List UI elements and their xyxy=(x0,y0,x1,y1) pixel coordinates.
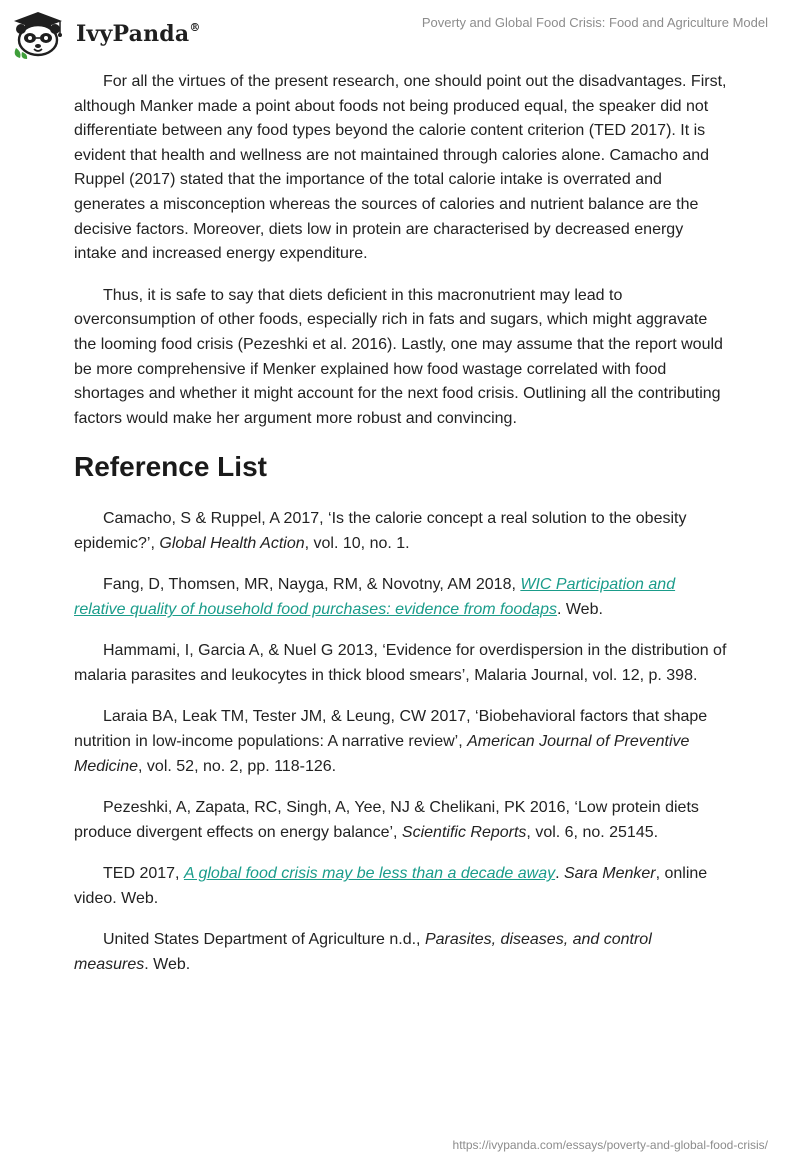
panda-mascot-icon xyxy=(10,8,72,60)
reference-item: TED 2017, A global food crisis may be less than a decade away. Sara Menker, online video. Web. xyxy=(74,865,708,908)
body-paragraph-2: Thus, it is safe to say that diets deficient in this macronutrient may lead to overconsumption of other foods, especially rich in fats and sugars, which might aggravate the looming food crisis (Pezeshki et al. 2016). Lastly, one may assume that the report would be more comprehensive if Menker explained how food wastage correlated with food shortages and whether it might account for the next food crisis. Outlining all the contributing factors would make her argument more robust and convincing. xyxy=(74,286,723,427)
reference-item: Pezeshki, A, Zapata, RC, Singh, A, Yee, NJ & Chelikani, PK 2016, ‘Low protein diets produce divergent effects on energy balance’, Scientific Reports, vol. 6, no. 25145. xyxy=(74,799,699,842)
reference-link[interactable]: A global food crisis may be less than a decade away xyxy=(183,865,556,883)
source-url[interactable]: https://ivypanda.com/essays/poverty-and-global-food-crisis/ xyxy=(452,1138,768,1152)
body-paragraph-1: For all the virtues of the present research, one should point out the disadvantages. First, although Manker made a point about foods not being produced equal, the speaker did not differentiate between any food types beyond the calorie content criterion (TED 2017). It is evident that health and wellness are not maintained through calories alone. Camacho and Ruppel (2017) stated that the importance of the total calorie intake is overrated and generates a misconception whereas the sources of calories and nutrient balance are the decisive factors. Moreover, diets low in protein are characterised by decreased energy intake and increased energy expenditure. xyxy=(74,73,727,263)
essay-content xyxy=(74,70,728,993)
ivypanda-logo[interactable] xyxy=(10,8,201,60)
reference-item: Hammami, I, Garcia A, & Nuel G 2013, ‘Evidence for overdispersion in the distribution of malaria parasites and leukocytes in thick blood smears’, Malaria Journal, vol. 12, p. 398. xyxy=(74,642,727,685)
page-header xyxy=(0,0,800,66)
reference-link[interactable]: WIC Participation and relative quality of household food purchases: evidence from foodaps xyxy=(74,576,676,619)
logo-wordmark: IvyPanda® xyxy=(76,20,201,47)
reference-item: Laraia BA, Leak TM, Tester JM, & Leung, CW 2017, ‘Biobehavioral factors that shape nutrition in low-income populations: A narrative review’, American Journal of Preventive Medicine, vol. 52, no. 2, pp. 118-126. xyxy=(74,708,708,776)
reference-item: Camacho, S & Ruppel, A 2017, ‘Is the calorie concept a real solution to the obesity epidemic?’, Global Health Action, vol. 10, no. 1. xyxy=(74,510,687,553)
reference-item: Fang, D, Thomsen, MR, Nayga, RM, & Novotny, AM 2018, WIC Participation and relative quality of household food purchases: evidence from foodaps. Web. xyxy=(74,576,676,619)
document-title: Poverty and Global Food Crisis: Food and Agriculture Model xyxy=(421,15,768,30)
reference-list-heading: Reference List xyxy=(74,451,267,483)
reference-item: United States Department of Agriculture n.d., Parasites, diseases, and control measures. Web. xyxy=(74,931,652,974)
